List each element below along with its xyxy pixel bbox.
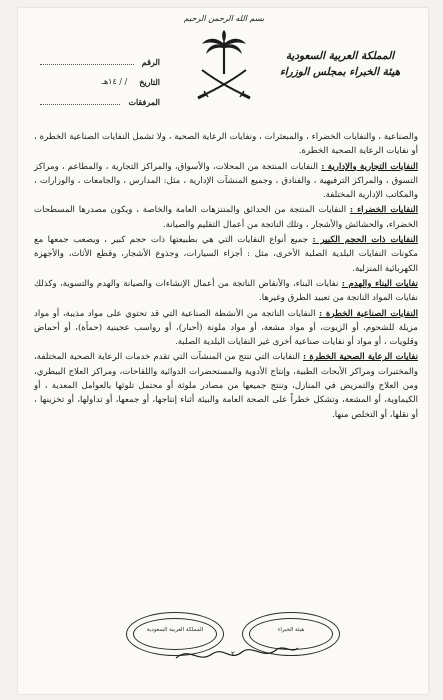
paragraph-commercial-waste: [34, 160, 418, 203]
attachments-row: [40, 92, 160, 112]
term-bulky-waste: النفايات ذات الحجم الكبير :: [312, 235, 418, 246]
definition-construction-waste: نفايات البناء، والأنقاض الناتجة من أعمال الإنشاءات والصيانة والهدم والتسوية، وكذلك نفايات المواد الناتجة من تعبيد الطرق وغيرها.: [34, 278, 418, 304]
paragraph-intro: [34, 130, 418, 159]
term-green-waste: النفايات الخضراء :: [349, 205, 419, 216]
paragraph-green-waste: [34, 203, 418, 232]
reference-line: [40, 52, 134, 65]
org-country: المملكة العربية السعودية: [285, 50, 395, 62]
date-row: [40, 72, 160, 92]
term-construction-waste: نفايات البناء والهدم :: [341, 278, 418, 289]
date-label: التاريخ: [139, 77, 160, 87]
attachments-label: المرفقات: [128, 97, 160, 107]
org-authority: هيئة الخبراء بمجلس الوزراء: [279, 66, 401, 78]
letterhead: [18, 8, 428, 113]
definition-healthcare-waste: النفايات التي تنتج من المنشآت التي تقدم خدمات الرعاية الصحية المختلفة، والمختبرات ومراكز الأبحاث الطبية، وإنتاج الأدوية والمستحضرات الدوائية واللقاحات، ومراكز العلاج البيطري، ومن العلاج والتمريض في المنازل، وتنتج جميعها من مصادر ملوثة أو محتمل تلوثها بالعوامل المعدية ، أو الكيماوية، أو المشعة، وتشكل خطراً على الصحة العامة والبيئة أثناء إنتاجها، أو جمعها، أو تداولها، أو تخزينها ، أو نقلها، أو التخلص منها.: [34, 352, 418, 420]
saudi-emblem-icon: [194, 30, 254, 104]
signature-icon: [172, 640, 302, 668]
term-commercial-waste: النفايات التجارية والإدارية :: [321, 161, 419, 172]
date-value: / / ١٤هـ: [101, 77, 128, 86]
reference-block: [40, 52, 160, 112]
definition-green-waste: النفايات المنتجة من الحدائق والمتنزهات العامة والخاصة ، ويكون مصدرها المسطحات الخضراء، والحشائش والأشجار ، وتلك الناتجة من أعمال التقليم والصيانة.: [34, 205, 418, 230]
definition-hazardous-industrial-waste: النفايات الناتجة من الأنشطة الصناعية التي قد تحتوي على مواد مذيبة، أو مواد مزيلة للشحوم، أو الزيوت، أو مواد مشعة، أو مواد ملونة (أحبار)، أو رواسب عجينية (حمأة)، أو أحماض وقلويات ، أو مواد أو نفايات صناعية أخرى غير النفايات البلدية الصلبة.: [34, 308, 418, 348]
definition-commercial-waste: النفايات المنتجة من المحلات، والأسواق، والمراكز التجارية ، والمطاعم ، ومراكز التسوق ، والمراكز الترفيهية ، والفنادق ، وجميع المنشآت الإدارية ، مثل: المدارس ، والجامعات ، والوزارات ، والمكاتب الإدارية المختلفة.: [34, 161, 418, 201]
reference-row: [40, 52, 160, 72]
page-number: ٢: [231, 650, 235, 658]
stamp-right-text: هيئة الخبراء: [277, 627, 305, 633]
stamps-area: [18, 612, 428, 672]
definition-bulky-waste: جميع أنواع النفايات التي هي بطبيعتها ذات حجم كبير ، ويصعب جمعها مع مكونات النفايات البلدية الصلبة الأخرى، مثل : أجزاء السيارات، وجذوع الأشجار، وقطع الأثاث، والأجهزة الكهربائية المنزلية.: [34, 235, 418, 274]
paragraph-intro-text: والصناعية ، والنفايات الخضراء ، والمبعثرات ، ونفايات الرعاية الصحية ، ولا تشمل النفايات الصناعية الخطرة ، أو نفايات الرعاية الصحية الخطرة.: [34, 132, 418, 157]
paragraph-healthcare-waste: [34, 350, 418, 421]
paragraph-bulky-waste: [34, 233, 418, 276]
term-hazardous-industrial-waste: النفايات الصناعية الخطرة :: [318, 308, 418, 319]
reference-label: الرقم: [141, 57, 160, 67]
attachments-line: [40, 92, 120, 105]
paragraph-hazardous-industrial-waste: [34, 307, 418, 350]
term-healthcare-waste: نفايات الرعاية الصحية الخطرة :: [302, 352, 418, 363]
document-body: [34, 130, 418, 423]
document-page: [18, 8, 428, 694]
paragraph-construction-waste: [34, 277, 418, 306]
bismillah-heading: بسم الله الرحمن الرحيم: [183, 14, 265, 23]
stamp-left-text: المملكة العربية السعودية: [146, 627, 204, 633]
organization-name: [270, 48, 410, 80]
